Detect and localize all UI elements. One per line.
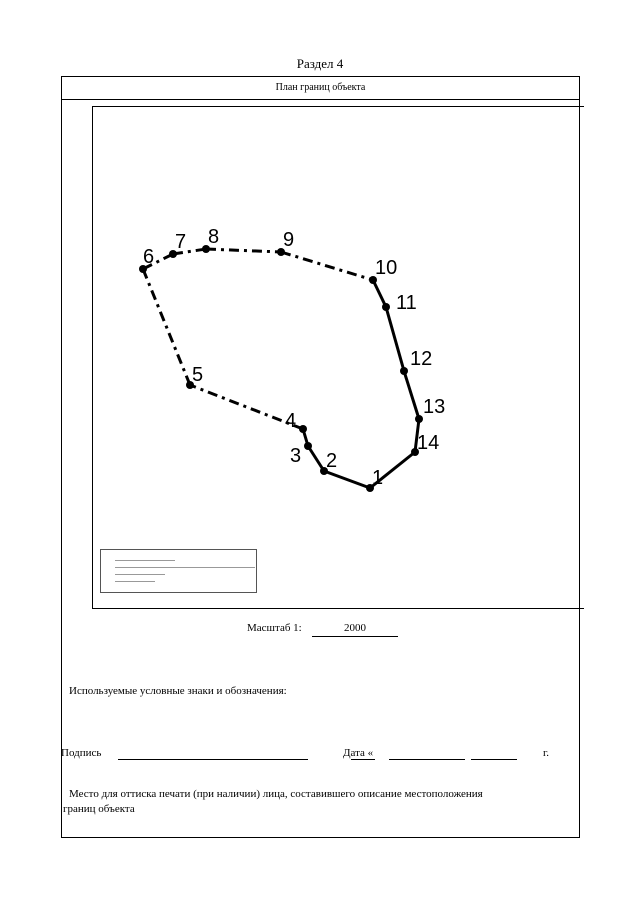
point-label: 13 — [423, 396, 446, 418]
scale-label: Масштаб 1: — [247, 622, 302, 634]
signature-row — [61, 747, 580, 763]
boundary-segment — [404, 371, 419, 419]
boundary-segment — [308, 446, 324, 471]
stamp-text-continued: границ объекта — [63, 803, 135, 815]
signature-label: Подпись — [61, 747, 102, 759]
point-label: 7 — [175, 231, 187, 253]
year-suffix: г. — [543, 747, 550, 759]
signature-line[interactable] — [118, 747, 308, 760]
point-label: 6 — [143, 246, 155, 268]
point-label: 4 — [285, 410, 297, 432]
symbols-label: Используемые условные знаки и обозначения: — [69, 685, 287, 697]
date-day-line[interactable] — [351, 747, 375, 760]
date-year-line[interactable] — [471, 747, 517, 760]
map-legend-box — [100, 549, 257, 593]
section-title: Раздел 4 — [296, 56, 344, 71]
scale-value: 2000 — [312, 622, 398, 637]
point-label: 2 — [326, 450, 338, 472]
legend-line — [115, 560, 175, 561]
legend-line — [115, 574, 165, 575]
point-label: 10 — [375, 257, 398, 279]
date-label: Дата « — [343, 747, 374, 759]
boundary-point — [299, 425, 307, 433]
point-label: 8 — [208, 226, 220, 248]
point-label: 3 — [290, 445, 302, 467]
boundary-segment — [281, 252, 373, 280]
point-label: 1 — [372, 467, 384, 489]
point-label: 14 — [417, 432, 440, 454]
boundary-segment — [206, 249, 281, 252]
boundary-point — [382, 303, 390, 311]
boundary-segment — [324, 471, 370, 488]
boundary-segment — [373, 280, 386, 307]
header-title: План границ объекта — [61, 76, 580, 100]
boundary-point — [400, 367, 408, 375]
legend-line — [115, 581, 155, 582]
point-label: 9 — [283, 229, 295, 251]
boundary-segment — [386, 307, 404, 371]
stamp-text: Место для оттиска печати (при наличии) лица, составившего описание местоположения — [69, 788, 483, 800]
boundary-point — [415, 415, 423, 423]
boundary-segment — [143, 269, 190, 385]
boundary-point — [304, 442, 312, 450]
boundary-map — [92, 106, 584, 609]
point-label: 11 — [396, 292, 417, 314]
point-label: 12 — [410, 348, 433, 370]
legend-line — [115, 567, 255, 568]
point-label: 5 — [192, 364, 204, 386]
date-month-line[interactable] — [389, 747, 465, 760]
